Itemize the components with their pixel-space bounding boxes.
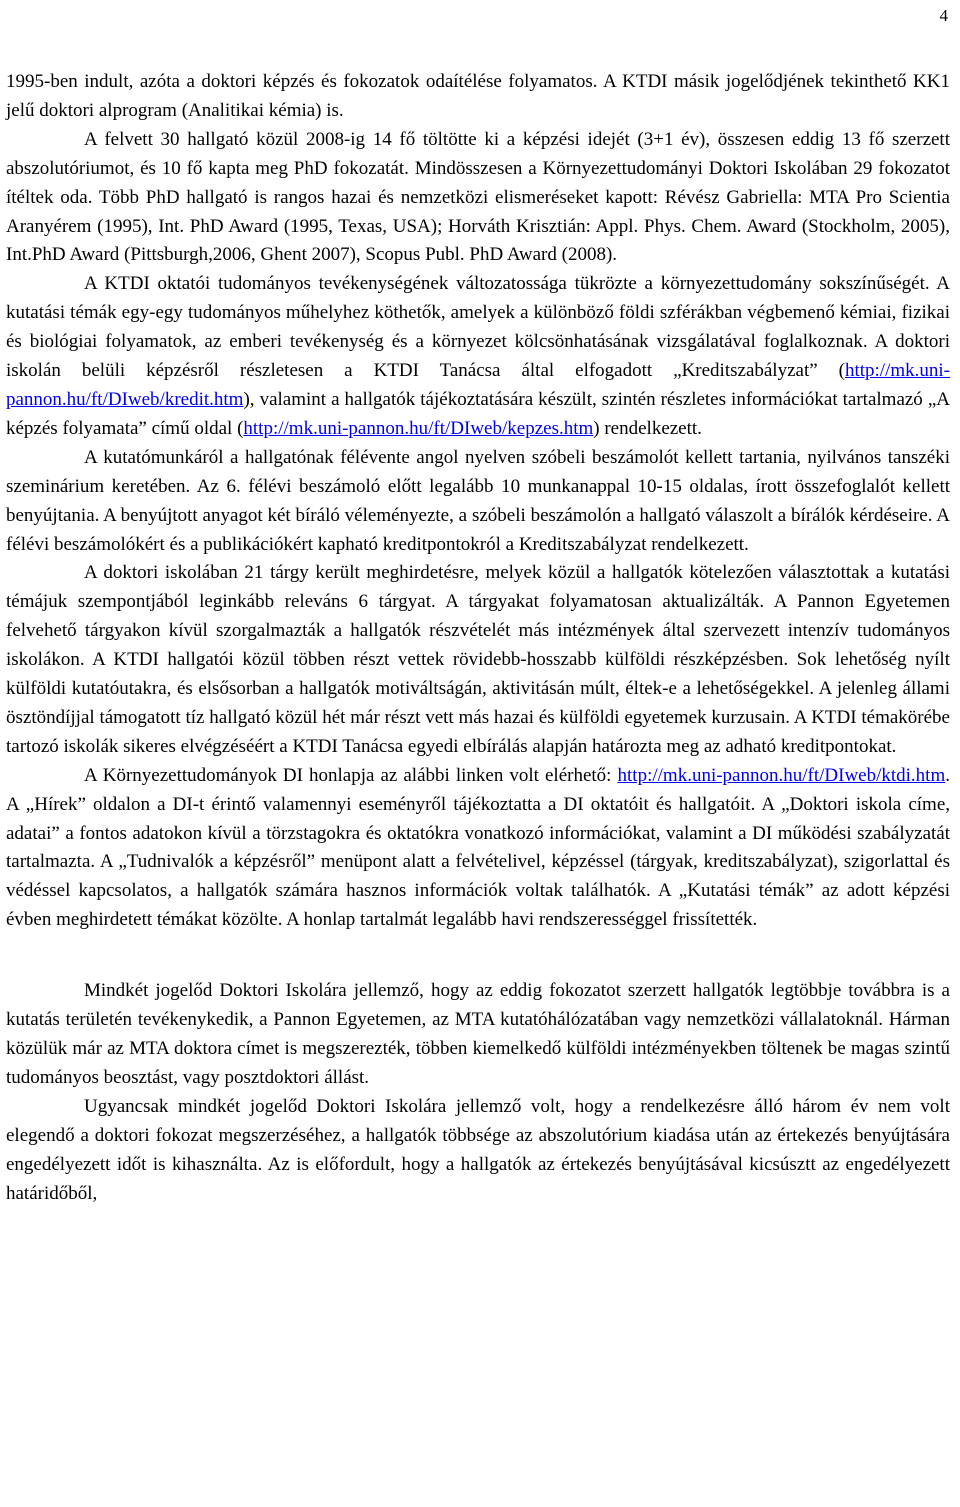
paragraph-6-text-a: A Környezettudományok DI honlapja az alábbi linken volt elérhető: [84,764,618,786]
paragraph-8: Ugyancsak mindkét jogelőd Doktori Iskolára jellemző volt, hogy a rendelkezésre álló három év nem volt elegendő a doktori fokozat megszerzéséhez, a hallgatók többsége az abszolutórium kiadása után az értekezés benyújtására engedélyezett időt is kihasználta. Az is előfordult, hogy a hallgatók az értekezés benyújtásával kicsúsztt az engedélyezett határidőből, [6,1095,950,1204]
paragraph-3-text-c: ) rendelkezett. [593,417,702,439]
paragraph-2: A felvett 30 hallgató közül 2008-ig 14 fő töltötte ki a képzési idejét (3+1 év), összesen eddig 13 fő szerzett abszolutóriumot, és 10 fő kapta meg PhD fokozatát. Mindösszesen a Környezettudományi Doktori Iskolában 29 fokozatot ítéltek oda. Több PhD hallgató is rangos hazai és nemzetközi elismeréseket kapott: Révész Gabriella: MTA Pro Scientia Aranyérem (1995), Int. PhD Award (1995, Texas, USA); Horváth Krisztián: Appl. Phys. Chem. Award (Stockholm, 2005), Int.PhD Award (Pittsburgh,2006, Ghent 2007), Scopus Publ. PhD Award (2008). [6,128,950,266]
kreditszabalyzat-link[interactable]: http://mk.uni-pannon.hu/ft/DIweb/kredit.htm [6,360,950,410]
paragraph-1: 1995-ben indult, azóta a doktori képzés és fokozatok odaítélése folyamatos. A KTDI másik jogelődjének tekinthető KK1 jelű doktori alprogram (Analitikai kémia) is. [6,71,950,121]
paragraph-6-text-b: . A „Hírek” oldalon a DI-t érintő valamennyi eseményről tájékoztatta a DI oktatóit és hallgatóit. A „Doktori iskola címe, adatai” a fontos adatokon kívül a törzstagokra és oktatókra vonatkozó információkat, valamint a DI működési szabályzatát tartalmazta. A „Tudnivalók a képzésről” menüpont alatt a felvételivel, képzéssel (tárgyak, kreditszabályzat), szigorlattal és védéssel kapcsolatos, a hallgatók számára hasznos információk voltak találhatók. A „Kutatási témák” az adott képzési évben meghirdetett témákat közölte. A honlap tartalmát legalább havi rendszerességgel frissítették. [6,764,950,931]
kepzes-folyamata-link[interactable]: http://mk.uni-pannon.hu/ft/DIweb/kepzes.htm [243,417,594,439]
paragraph-3 [6,270,950,443]
page-number: 4 [939,6,948,25]
paragraph-5: A doktori iskolában 21 tárgy került meghirdetésre, melyek közül a hallgatók kötelezően választottak a kutatási témájuk szempontjából leginkább releváns 6 tárgyat. A tárgyakat folyamatosan aktualizálták. A Pannon Egyetemen felvehető tárgyakon kívül szorgalmazták a hallgatók részvételét más intézmények által szervezett intenzív tudományos iskolákon. A KTDI hallgatói közül többen részt vettek rövidebb-hosszabb külföldi részképzésben. Sok lehetőség nyílt külföldi kutatóutakra, és elsősorban a hallgatók motiváltságán, aktivitásán múlt, éltek-e a lehetőségekkel. A jelenleg állami ösztöndíjjal támogatott tíz hallgató közül hét már részt vett más hazai és külföldi egyetemek kurzusain. A KTDI témakörébe tartozó iskolák sikeres elvégzéséért a KTDI Tanácsa egyedi elbírálás alapján határozta meg az adható kreditpontokat. [6,562,950,757]
paragraph-3-text-b: ), valamint a hallgatók tájékoztatására készült, szintén részletes információkat tartalmazó „A képzés folyamata” című oldal ( [6,388,950,439]
ktdi-homepage-link[interactable]: http://mk.uni-pannon.hu/ft/DIweb/ktdi.htm [617,764,946,786]
document-body [6,68,950,1208]
paragraph-gap [6,935,950,977]
paragraph-6 [6,762,950,935]
paragraph-4: A kutatómunkáról a hallgatónak félévente angol nyelven szóbeli beszámolót kellett tartania, nyilvános tanszéki szeminárium keretében. Az 6. félévi beszámoló előtt legalább 10 munkanappal 10-15 oldalas, írott összefoglalót kellett benyújtania. A benyújtott anyagot két bíráló véleményezte, a szóbeli beszámolón a hallgató válaszolt a bírálók kérdéseire. A félévi beszámolókért és a publikációkért kapható kreditpontokról a Kreditszabályzat rendelkezett. [6,446,950,555]
paragraph-3-text-a: A KTDI oktatói tudományos tevékenységének változatossága tükrözte a környezettudomány sokszínűségét. A kutatási témák egy-egy tudományos műhelyhez köthetők, amelyek a különböző földi szférákban végbemenő kémiai, fizikai és biológiai folyamatok, az emberi tevékenység és a környezet kölcsönhatásának vizsgálatával foglalkoznak. A doktori iskolán belüli képzésről részletesen a KTDI Tanácsa által elfogadott „Kreditszabályzat” ( [6,273,950,382]
paragraph-7: Mindkét jogelőd Doktori Iskolára jellemző, hogy az eddig fokozatot szerzett hallgatók legtöbbje továbbra is a kutatás területén tevékenykedik, a Pannon Egyetemen, az MTA kutatóhálózatában vagy nemzetközi vállalatoknál. Hárman közülük már az MTA doktora címet is megszerezték, többen kiemelkedő külföldi intézményekben töltenek be magas szintű tudományos beosztást, vagy posztdoktori állást. [6,980,950,1088]
